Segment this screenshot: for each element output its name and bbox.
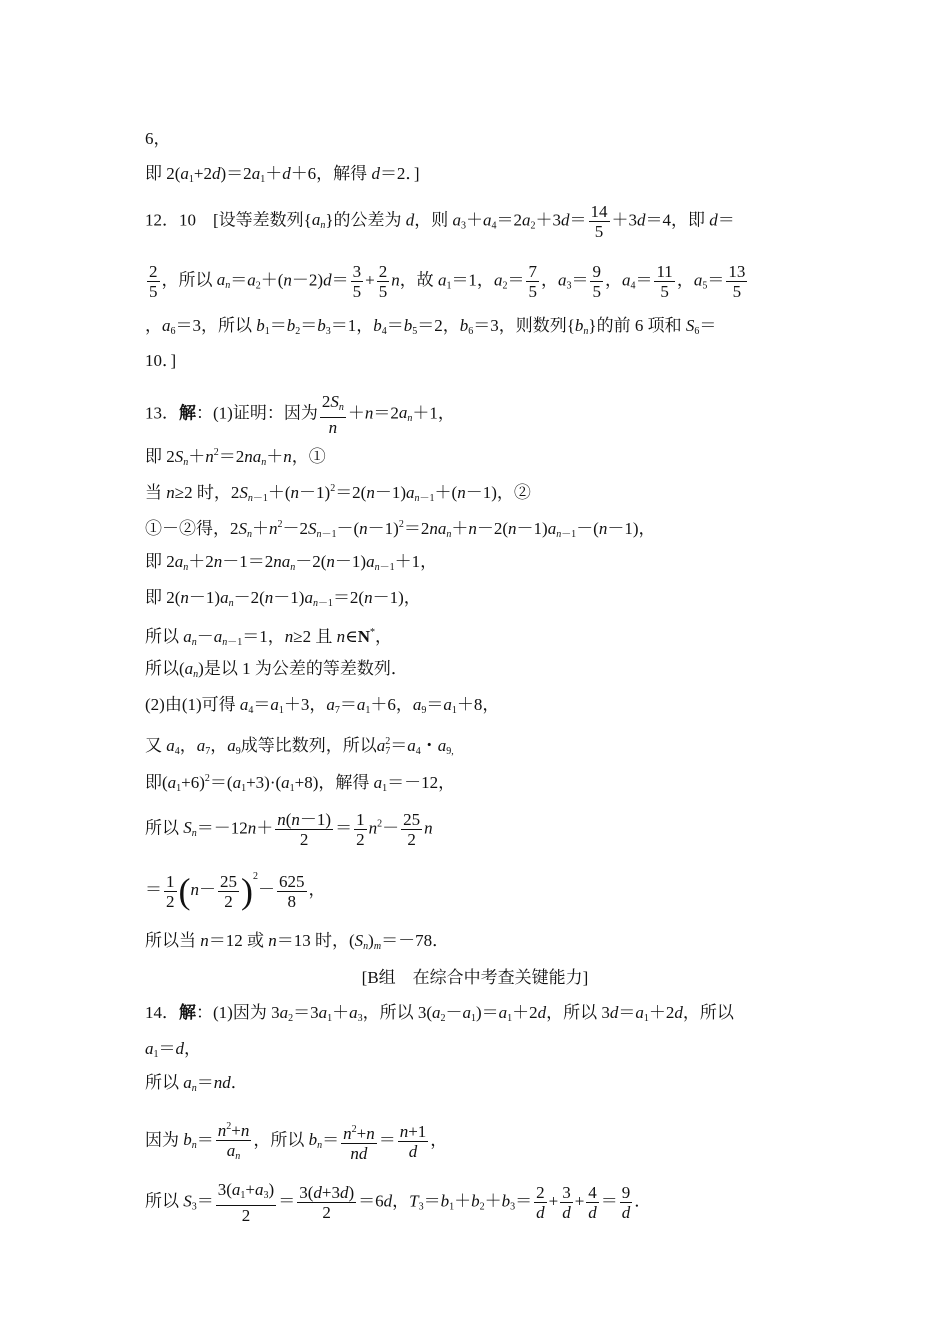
text-line: 所以 $S_n=-12n+$ $\frac{n(n-1)}{2}$ ＝ $\frac{1}{2}$ $n^2-$ $\frac{25}{2}$ n (145, 810, 433, 849)
text-line: 所以 $S_3=$ $\frac{3(a_1+a_3)}{2}$ ＝ $\frac{3(d+3d)}{2}$ ＝6d，$T_3=b_1+b_2+b_3=$ $\frac{2}{d}$ + $\frac{3}{d}$ + $\frac{4}{d}$ ＝ $\frac{9}{d}$ ． (145, 1180, 652, 1225)
text-line: $\frac{2}{5}$ ，所以 $a_n=a_2+(n-2)d=$ $\frac{3}{5}$ + $\frac{2}{5}$ n，故 $a_1=1$，$a_2=$ $\frac{7}{5}$ ，$a_3=$ $\frac{9}{5}$ ，$a_4=$ $\frac{11}{5}$ ，$a_5=$ $\frac{13}{5}$ (149, 262, 746, 301)
text-line: 所以 $a_n=nd$． (145, 1073, 248, 1094)
text-line: 即 $2(a_1+2d)=2a_1+d+6$，解得 d＝2．] (145, 164, 420, 185)
text-line: 即$(a_1+6)^2=(a_1+3)\cdot(a_1+8)$，解得 $a_1=-12$， (145, 773, 456, 794)
text-line: 12．10 [设等差数列$\{a_n\}$的公差为 d，则 $a_3+a_4=2a_2+3d=$ $\frac{14}{5}$ ＋3d＝4，即 d＝ (145, 202, 735, 241)
text-mirror (0, 0, 1, 1)
text-line: 所以当 n＝12 或 n＝13 时，$(S_n)_m=-78$． (145, 931, 450, 952)
text-line: 因为 $b_n=$ $\frac{n^2+n}{a_n}$ ，所以 $b_n=$ $\frac{n^2+n}{nd}$ ＝ $\frac{n+1}{d}$ ， (145, 1117, 447, 1166)
text-line: 14．解：(1)因为 $3a_2=3a_1+a_3$，所以 $3(a_2-a_1)=a_1+2d$，所以 $3d=a_1+2d$，所以 (145, 1003, 734, 1024)
text-line: 10．] (145, 351, 177, 370)
text-line: 13．解：(1)证明：因为 $\frac{2S_n}{n}$ $+n=2a_n+1$， (145, 392, 455, 437)
text-line: 所以 $a_n-a_{n-1}=1$，n≥2 且 n∈N*， (145, 627, 392, 648)
text-line: 即 $2(n-1)a_n-2(n-1)a_{n-1}=2(n-1)$， (145, 588, 421, 609)
text-line: 又 $a_4$，$a_7$，$a_9$成等比数列，所以$a_7^2=a_4$・$a_{9,}$ (145, 736, 454, 757)
text-line: 所以$(a_n)$是以 1 为公差的等差数列． (145, 659, 408, 680)
text-line: (2)由(1)可得 $a_4=a_1+3$，$a_7=a_1+6$，$a_9=a_1+8$， (145, 695, 500, 716)
text-line: 6， (145, 129, 171, 148)
text-line: 即 $2a_n+2n-1=2na_n-2(n-1)a_{n-1}+1$， (145, 552, 438, 573)
text-line: $a_1=d$， (145, 1039, 201, 1060)
text-line: ，$a_6=3$，所以 $b_1=b_2=b_3=1$，$b_4=b_5=2$，$b_6=3$，则数列$\{b_n\}$的前 6 项和 $S_6=$ (145, 316, 717, 337)
text-line: ①－②得，$2S_n+n^2-2S_{n-1}-(n-1)^2=2na_n+n-2(n-1)a_{n-1}-(n-1)$， (145, 519, 656, 540)
text-line: 即 $2S_n+n^2=2na_n+n$，① (145, 447, 326, 468)
text-line: ＝ $\frac{1}{2}$ (n－ $\frac{25}{2}$ )$^2$－ $\frac{625}{8}$ ， (145, 871, 326, 912)
text-line: 当 n≥2 时，$2S_{n-1}+(n-1)^2=2(n-1)a_{n-1}+(n-1)$，② (145, 483, 531, 504)
section-heading: [B组 在综合中考查关键能力] (361, 968, 589, 987)
